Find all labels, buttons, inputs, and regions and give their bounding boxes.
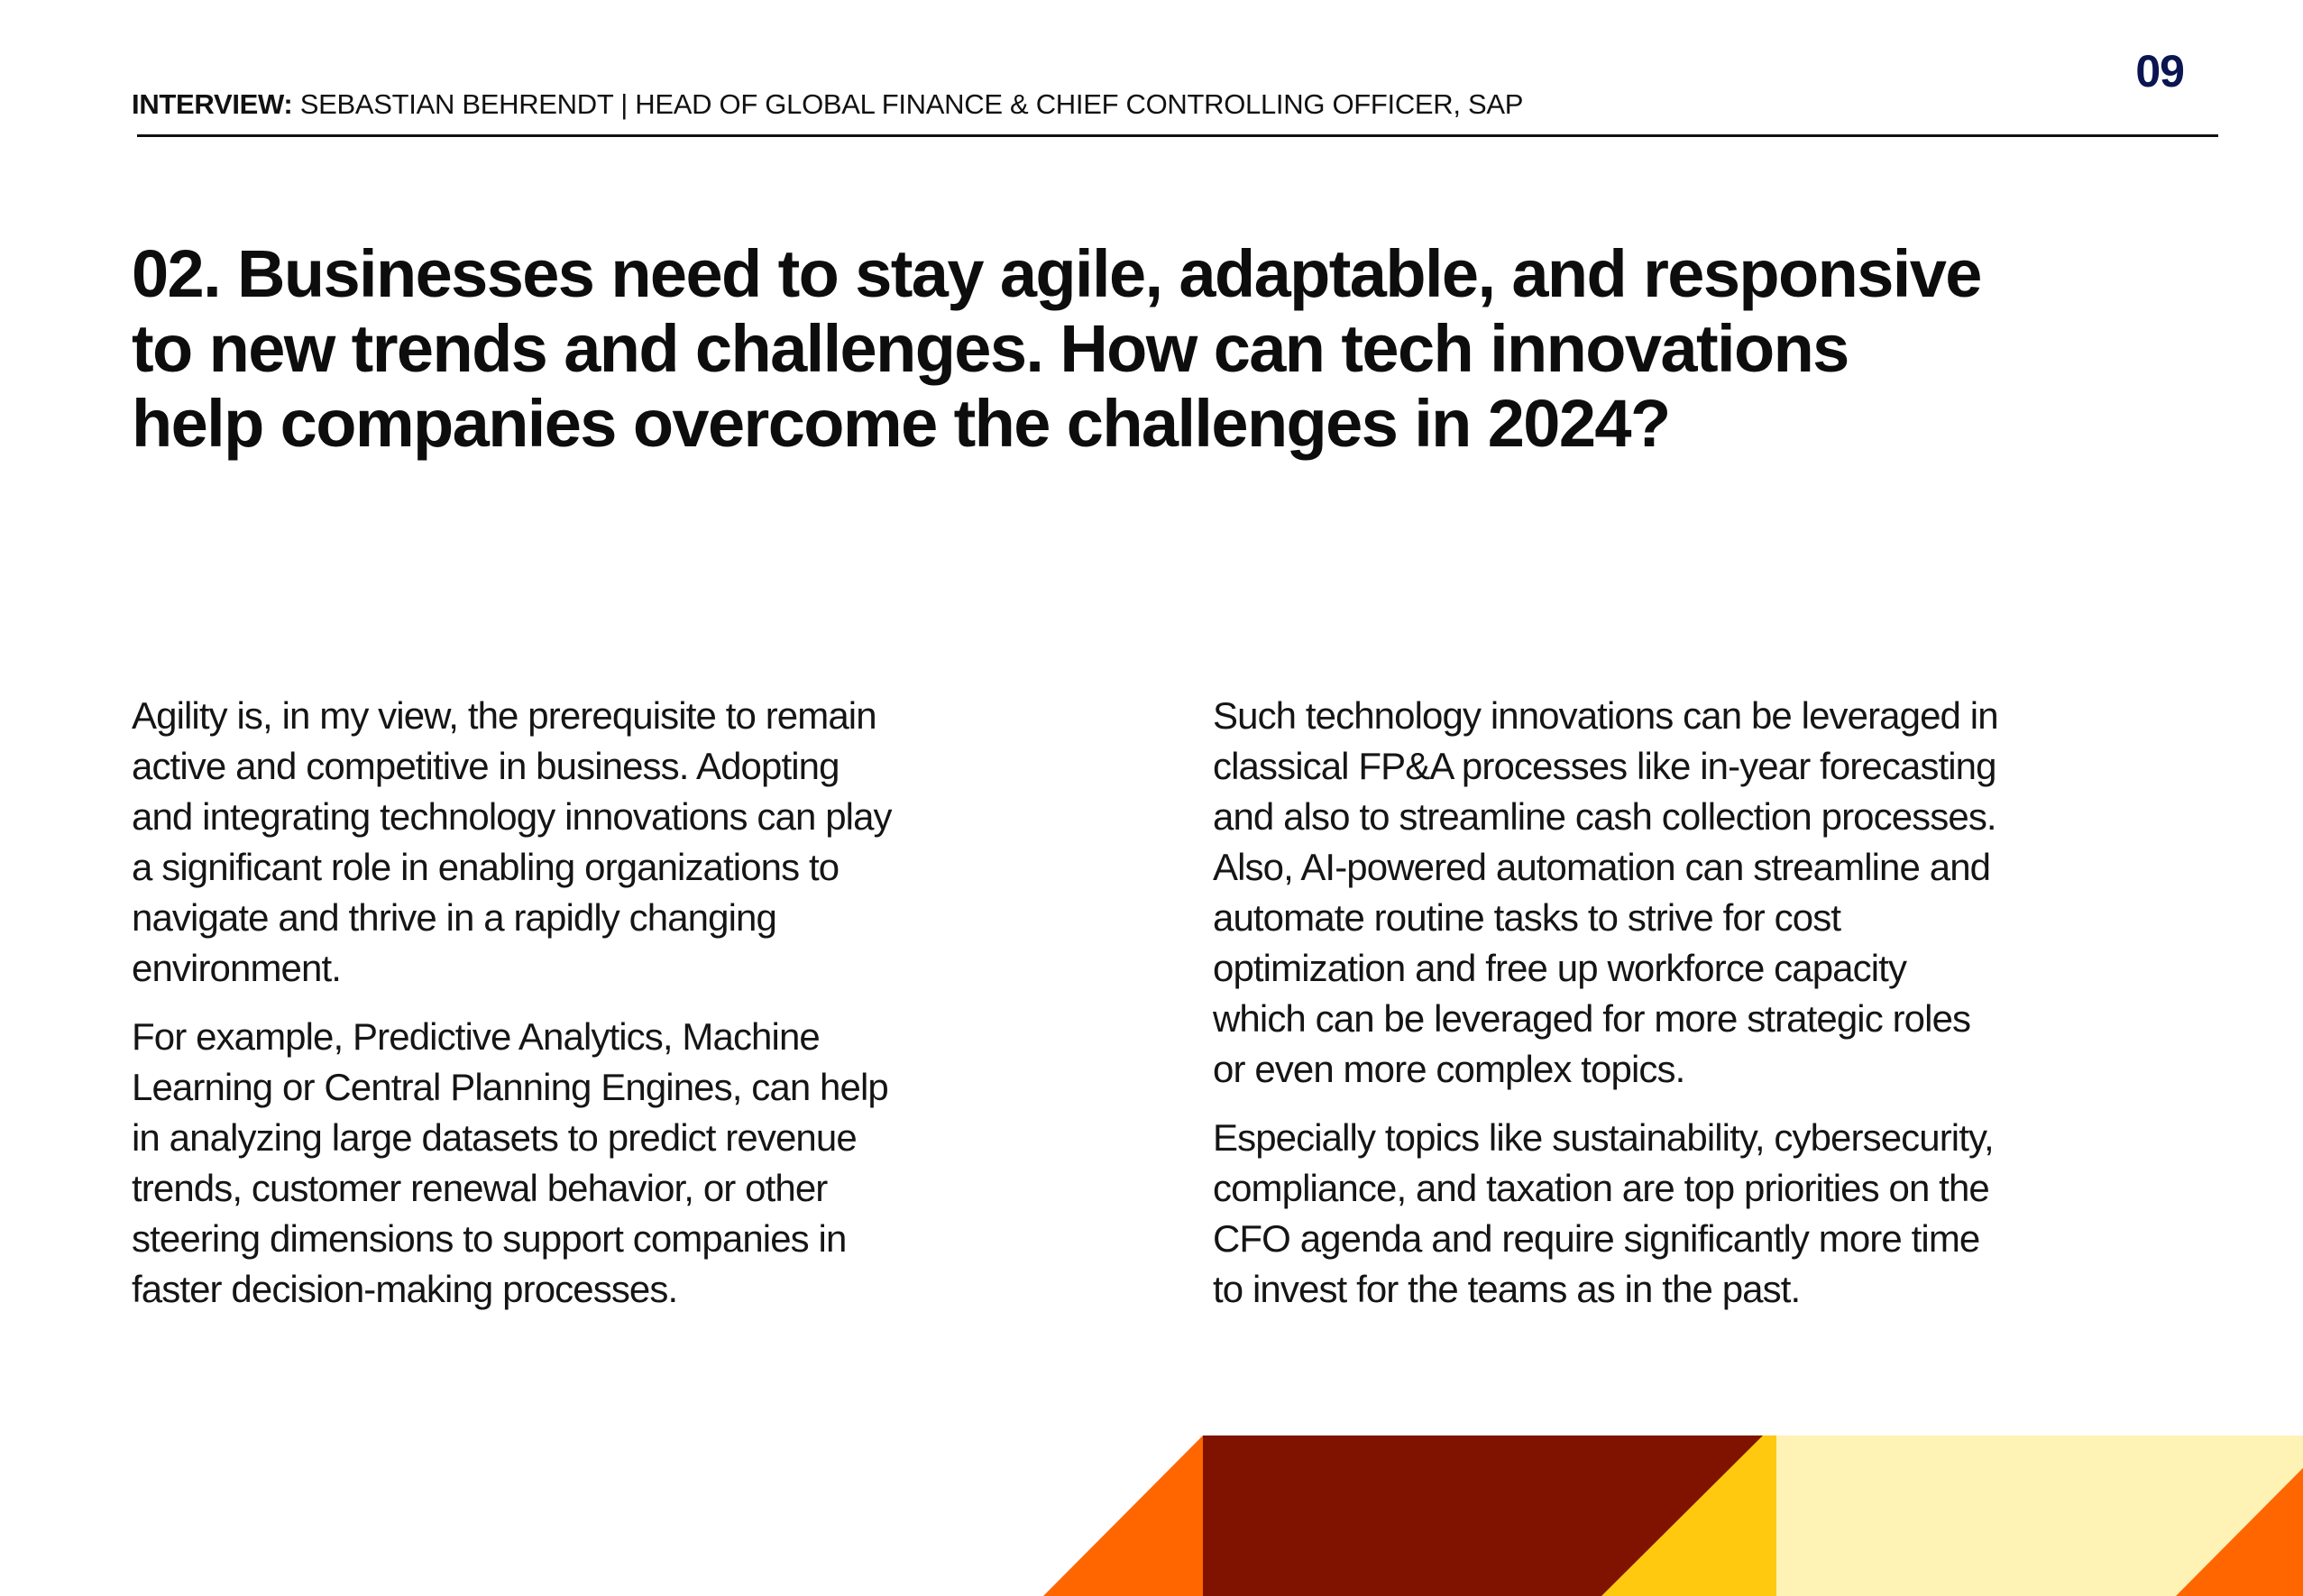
orange-triangle-right (2176, 1468, 2303, 1596)
text-line: navigate and thrive in a rapidly changing (132, 896, 776, 939)
maroon-shape (1203, 1435, 1763, 1596)
text-line: which can be leveraged for more strategic roles (1213, 997, 1971, 1040)
answer-left-column (132, 691, 1060, 1333)
page-number: 09 (2135, 46, 2184, 96)
yellow-block (1203, 1435, 1776, 1596)
question-title (132, 236, 2242, 461)
header-subtitle: SEBASTIAN BEHRENDT | HEAD OF GLOBAL FINANCE & CHIEF CONTROLLING OFFICER, SAP (299, 88, 1524, 120)
answer-paragraph (132, 691, 1060, 994)
header-label: INTERVIEW: (132, 88, 293, 120)
text-line: CFO agenda and require significantly more time (1213, 1217, 1980, 1260)
answer-paragraph (1213, 691, 2169, 1095)
question-title-line: help companies overcome the challenges in 2024? (132, 386, 1670, 461)
text-line: or even more complex topics. (1213, 1048, 1685, 1090)
answer-right-column (1213, 691, 2169, 1333)
text-line: Also, AI-powered automation can streamline and (1213, 846, 1991, 888)
text-line: active and competitive in business. Adopting (132, 745, 840, 787)
answer-paragraph (132, 1012, 1060, 1315)
text-line: Such technology innovations can be leveraged in (1213, 694, 1998, 737)
question-title-line: to new trends and challenges. How can tech innovations (132, 311, 1849, 386)
text-line: and integrating technology innovations can play (132, 795, 892, 838)
orange-triangle-left (1043, 1435, 1203, 1596)
question-title-line: 02. Businesses need to stay agile, adaptable, and responsive (132, 236, 1981, 311)
text-line: Especially topics like sustainability, cybersecurity, (1213, 1116, 1994, 1159)
text-line: For example, Predictive Analytics, Machine (132, 1015, 820, 1058)
text-line: in analyzing large datasets to predict revenue (132, 1116, 857, 1159)
text-line: and also to streamline cash collection processes. (1213, 795, 1996, 838)
answer-paragraph (1213, 1113, 2169, 1315)
text-line: faster decision-making processes. (132, 1268, 678, 1310)
text-line: automate routine tasks to strive for cost (1213, 896, 1841, 939)
text-line: compliance, and taxation are top priorities on the (1213, 1167, 1989, 1209)
text-line: a significant role in enabling organizations to (132, 846, 840, 888)
text-line: to invest for the teams as in the past. (1213, 1268, 1801, 1310)
cream-block (1775, 1435, 2303, 1596)
text-line: classical FP&A processes like in-year forecasting (1213, 745, 1996, 787)
text-line: environment. (132, 947, 341, 989)
header-divider (137, 134, 2218, 137)
running-header (132, 88, 1523, 121)
text-line: steering dimensions to support companies in (132, 1217, 847, 1260)
text-line: trends, customer renewal behavior, or other (132, 1167, 828, 1209)
text-line: Agility is, in my view, the prerequisite to remain (132, 694, 876, 737)
text-line: Learning or Central Planning Engines, can help (132, 1066, 888, 1108)
text-line: optimization and free up workforce capacity (1213, 947, 1907, 989)
